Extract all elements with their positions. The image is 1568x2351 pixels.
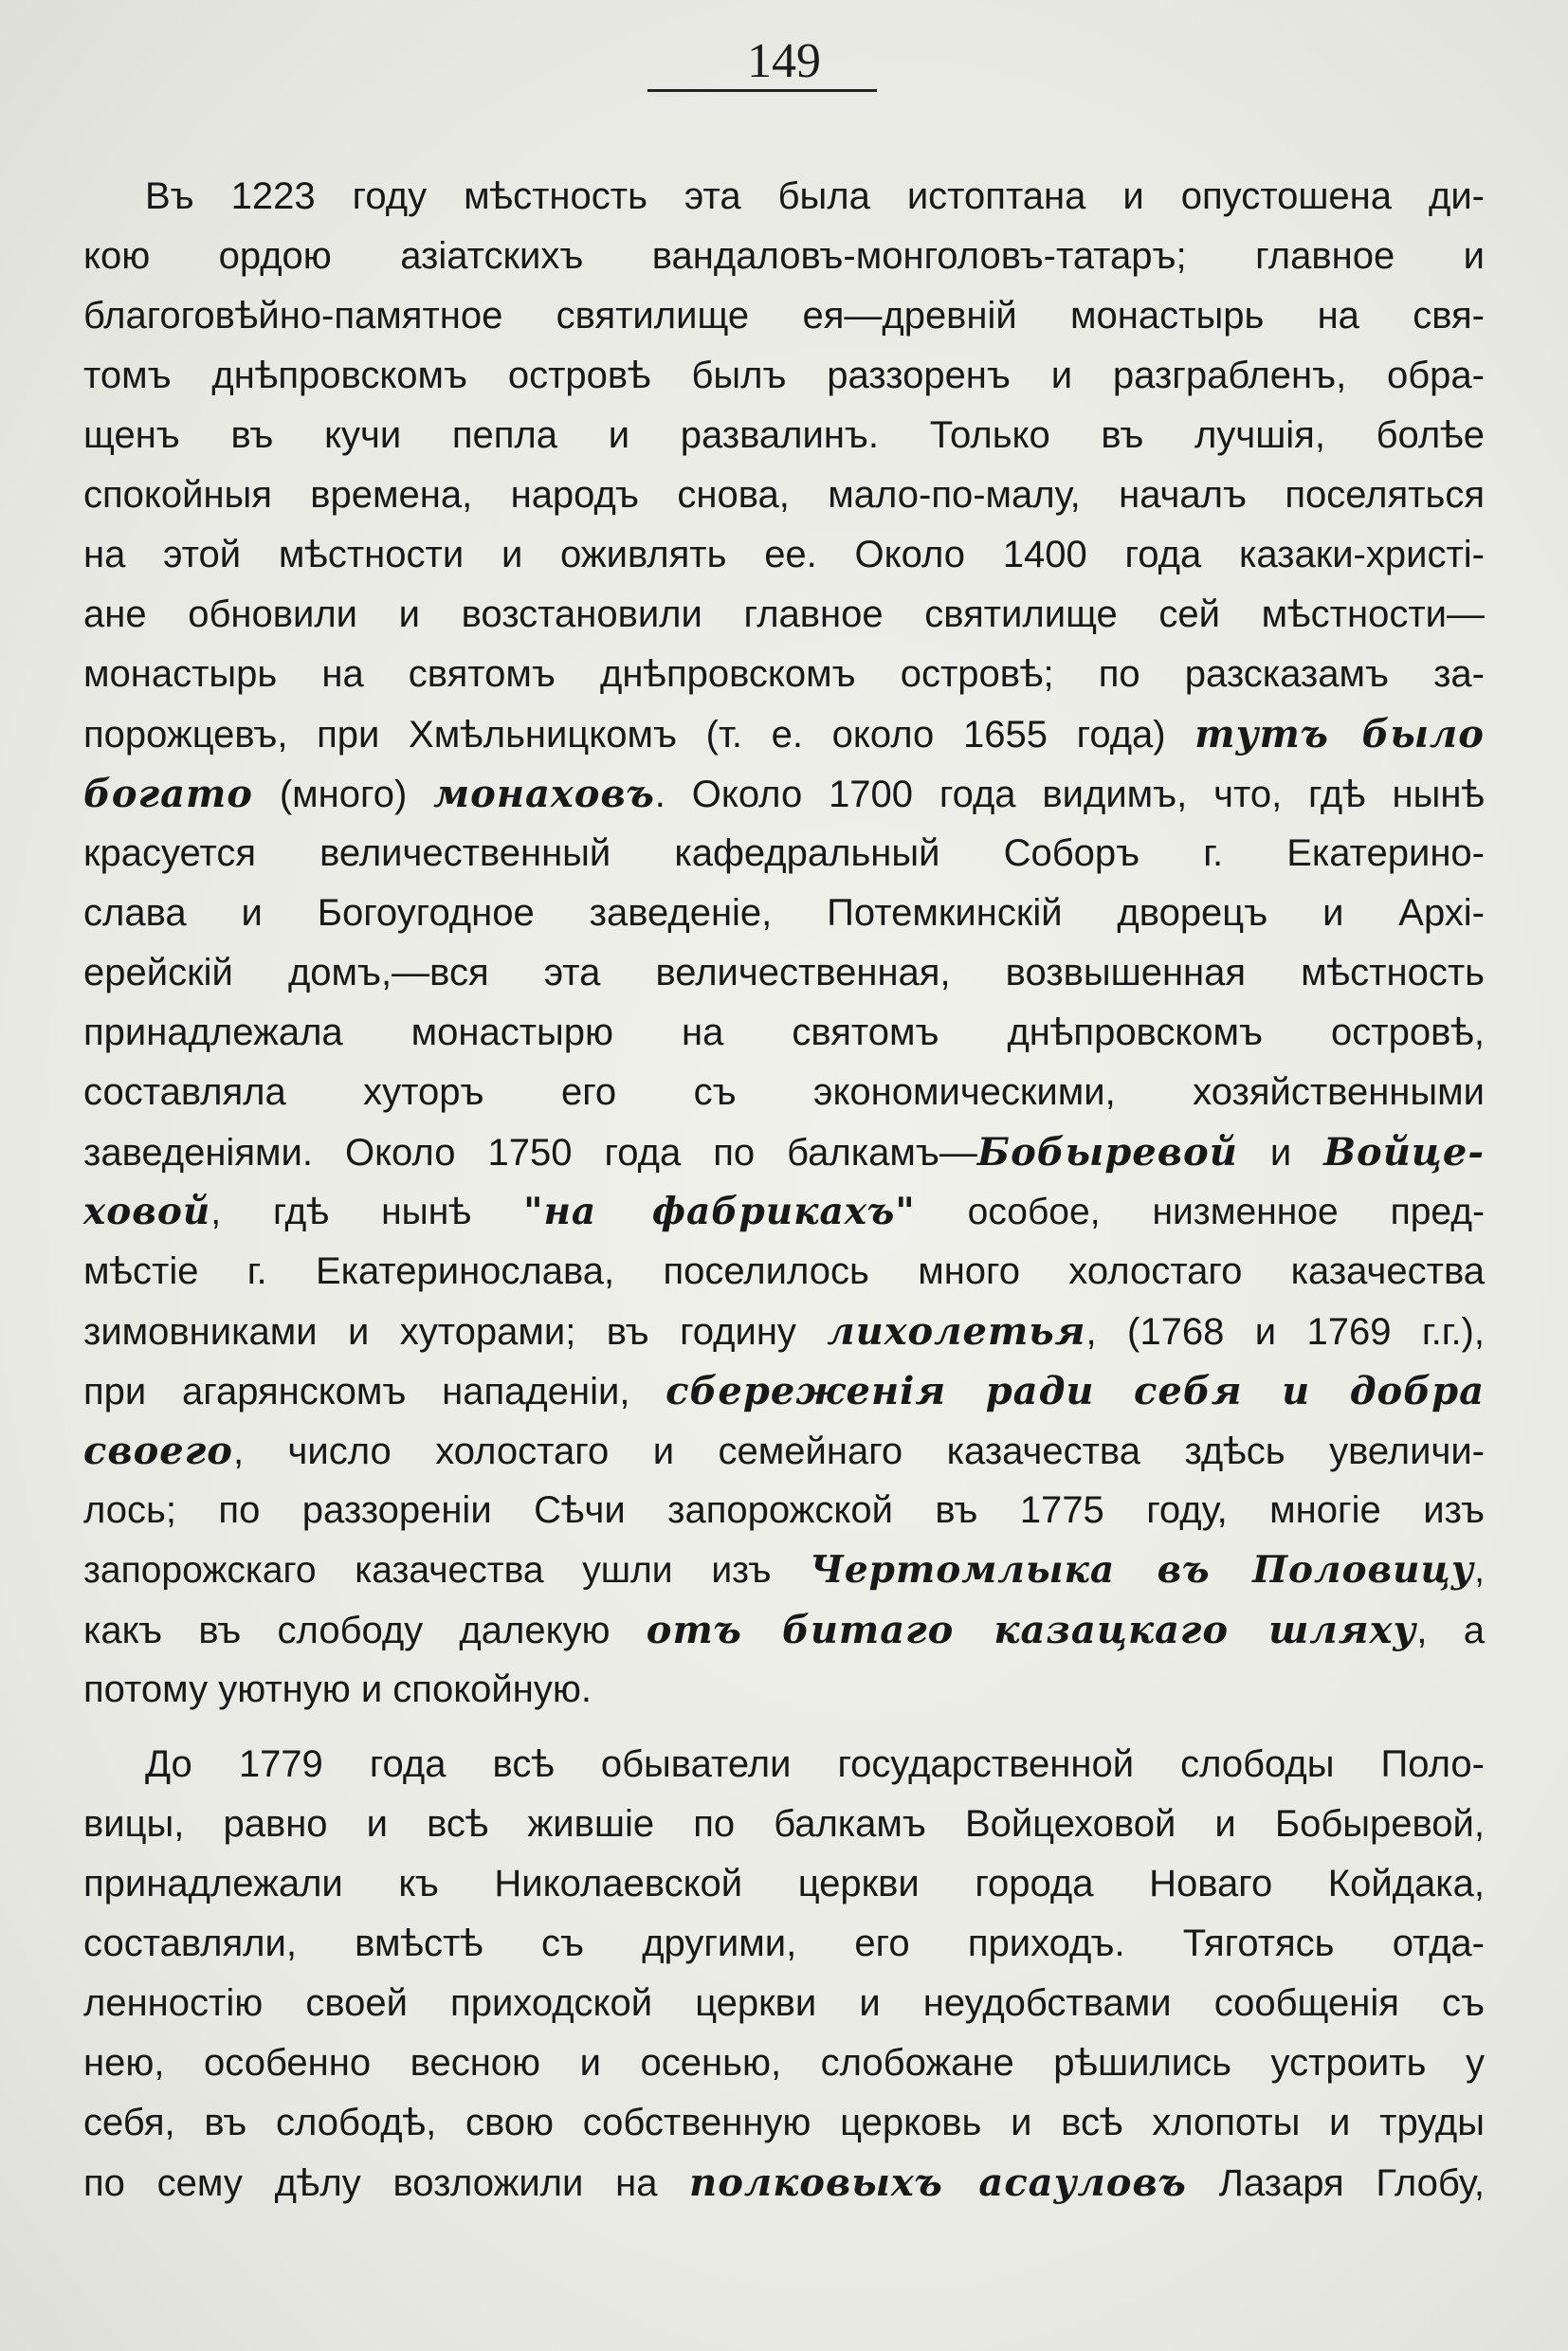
italic-phrase: ховой (83, 1190, 211, 1233)
text-line: Въ 1223 году мѣстность эта была истоптана и опустошена ди- (145, 175, 1485, 217)
text-line: составляла хуторъ его съ экономическими, хозяйственными (83, 1071, 1485, 1113)
italic-phrase: богато (83, 772, 253, 816)
text-line: мѣстіе г. Екатеринослава, поселилось много холостаго казачества (83, 1250, 1485, 1292)
paragraph-1 (83, 167, 1485, 1720)
italic-phrase: лихолетья (827, 1309, 1086, 1354)
text-line: порожцевъ, при Хмѣльницкомъ (т. е. около 1655 года) тутъ было (83, 712, 1485, 756)
text-line: лось; по раззореніи Сѣчи запорожской въ 1775 году, многіе изъ (83, 1489, 1485, 1531)
text-line: составляли, вмѣстѣ съ другими, его приходъ. Тяготясь отда- (83, 1923, 1485, 1964)
text-line: До 1779 года всѣ обыватели государственной слободы Поло- (145, 1743, 1485, 1785)
text-line: по сему дѣлу возложили на полковыхъ асауловъ Лазаря Глобу, (83, 2160, 1485, 2205)
italic-phrase: Чертомлыка въ Половицу (810, 1548, 1475, 1592)
text-line: себя, въ слободѣ, свою собственную церковь и всѣ хлопоты и труды (83, 2102, 1485, 2143)
text-line: кою ордою азіатскихъ вандаловъ-монголовъ-татаръ; главное и (83, 235, 1485, 277)
italic-phrase: монаховъ (433, 772, 655, 816)
text-line: нею, особенно весною и осенью, слобожане рѣшились устроить у (83, 2042, 1485, 2084)
text-line: принадлежали къ Николаевской церкви города Новаго Койдака, (83, 1863, 1485, 1904)
text-line: томъ днѣпровскомъ островѣ былъ раззоренъ и разграбленъ, обра- (83, 355, 1485, 396)
italic-phrase: сбереженія ради себя и добра (665, 1369, 1485, 1413)
text-line: ленностію своей приходской церкви и неудобствами сообщенія съ (83, 1982, 1485, 2024)
text-line: слава и Богоугодное заведеніе, Потемкинскій дворецъ и Архі- (83, 892, 1485, 934)
text-line: ане обновили и возстановили главное святилище сей мѣстности— (83, 593, 1485, 635)
text-line: потому уютную и спокойную. (83, 1668, 592, 1710)
text-line: щенъ въ кучи пепла и развалинъ. Только въ лучшія, болѣе (83, 414, 1485, 456)
body-text (83, 167, 1485, 2213)
text-line: ховой, гдѣ нынѣ "на фабрикахъ" особое, низменное пред- (83, 1190, 1485, 1233)
text-line: заведеніями. Около 1750 года по балкамъ—Бобыревой и Войце- (83, 1130, 1485, 1175)
text-line: вицы, равно и всѣ жившіе по балкамъ Войцеховой и Бобыревой, (83, 1803, 1485, 1845)
text-line: ерейскій домъ,—вся эта величественная, возвышенная мѣстность (83, 952, 1485, 993)
italic-phrase: Войце- (1323, 1130, 1485, 1175)
italic-phrase: Бобыревой (976, 1130, 1238, 1175)
text-line: благоговѣйно-памятное святилище ея—древній монастырь на свя- (83, 295, 1485, 337)
text-line: богато (много) монаховъ. Около 1700 года видимъ, что, гдѣ нынѣ (83, 772, 1485, 816)
italic-phrase: "на фабрикахъ" (523, 1190, 916, 1233)
paragraph-2 (83, 1735, 1485, 2213)
text-line: монастырь на святомъ днѣпровскомъ островѣ; по разсказамъ за- (83, 653, 1485, 695)
text-line: спокойныя времена, народъ снова, мало-по-малу, началъ поселяться (83, 474, 1485, 516)
text-line: запорожскаго казачества ушли изъ Чертомлыка въ Половицу, (83, 1548, 1485, 1592)
italic-phrase: полковыхъ асауловъ (689, 2160, 1187, 2205)
text-line: при агарянскомъ нападеніи, сбереженія ради себя и добра (83, 1369, 1485, 1413)
text-line: зимовниками и хуторами; въ годину лихолетья, (1768 и 1769 г.г.), (83, 1309, 1485, 1354)
text-line: какъ въ слободу далекую отъ битаго казацкаго шляху, а (83, 1608, 1485, 1652)
page-number: 149 (747, 34, 821, 88)
text-line: на этой мѣстности и оживлять ее. Около 1400 года казаки-христі- (83, 534, 1485, 575)
text-line: красуется величественный кафедральный Соборъ г. Екатерино- (83, 832, 1485, 874)
italic-phrase: отъ битаго казацкаго шляху (646, 1608, 1417, 1652)
paragraph-gap (83, 1720, 1485, 1735)
italic-phrase: своего (83, 1429, 233, 1473)
text-line: принадлежала монастырю на святомъ днѣпровскомъ островѣ, (83, 1011, 1485, 1053)
italic-phrase: тутъ было (1194, 712, 1485, 756)
page-number-rule (647, 89, 877, 92)
text-line: своего, число холостаго и семейнаго казачества здѣсь увеличи- (83, 1429, 1485, 1473)
